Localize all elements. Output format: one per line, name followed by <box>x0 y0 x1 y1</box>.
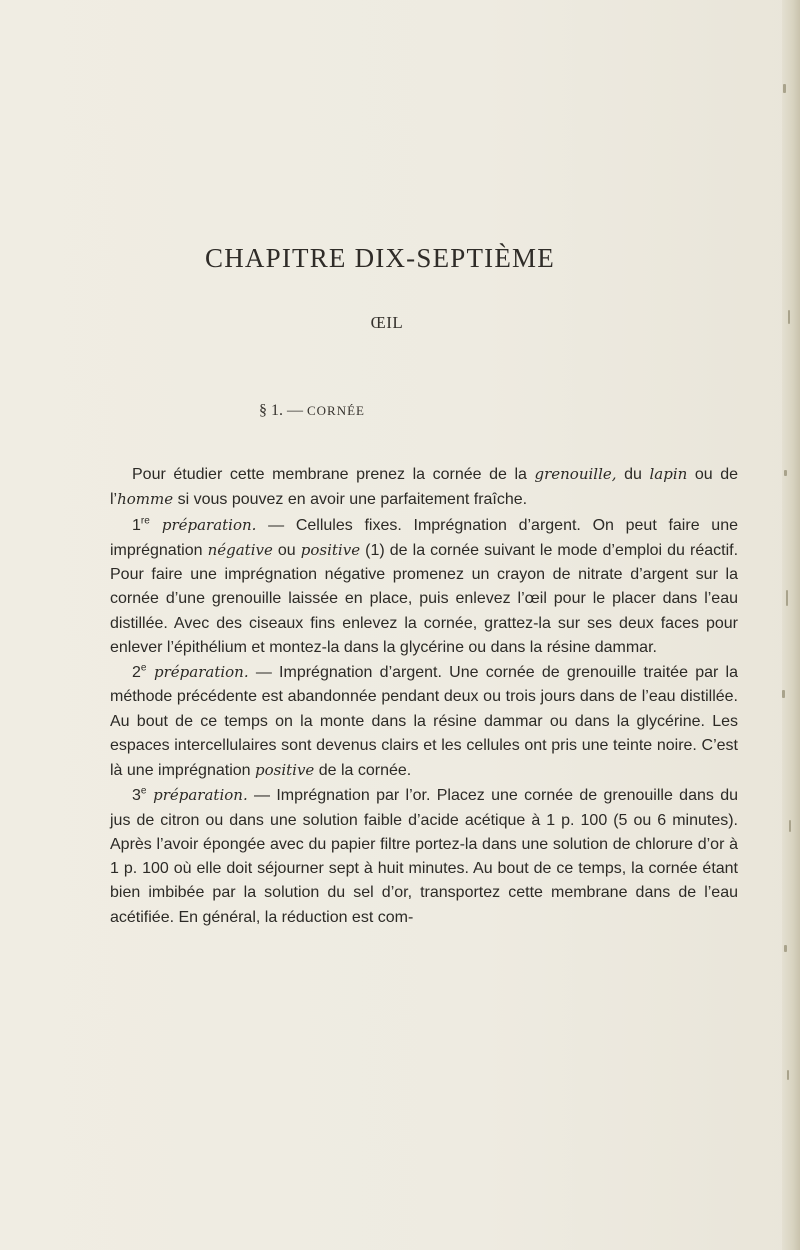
text-run: — Imprégnation d’argent. Une cornée de grenouille traitée par la méthode précédente est abandonnée pendant deux ou trois jours dans de l’eau distillée. Au bout de ce temps on la monte dans la résine dammar ou dans la glycérine. Les espaces intercellulaires sont devenus clairs et les cellules ont pris une teinte noire. C’est là une imprégnation <box>110 664 738 779</box>
section-heading <box>0 402 624 420</box>
preparation-number: 3 <box>132 787 141 805</box>
text-run: de la cornée. <box>314 762 412 779</box>
italic-run: préparation. <box>149 515 257 534</box>
body-text <box>110 462 738 930</box>
text-run: ou <box>272 541 301 559</box>
italic-run: positive <box>300 540 361 559</box>
italic-run: préparation. <box>146 786 248 805</box>
italic-run: préparation. <box>146 663 249 681</box>
page-edge-shadow <box>782 0 800 1250</box>
italic-run: homme <box>117 490 174 509</box>
preparation-number: 1 <box>132 516 141 534</box>
paragraph-preparation-1 <box>110 513 738 661</box>
paragraph-intro <box>110 462 738 513</box>
paragraph-preparation-3 <box>110 783 738 930</box>
section-name: CORNÉE <box>307 403 365 418</box>
italic-run: positive <box>254 761 315 779</box>
ordinal-suffix: re <box>140 515 150 527</box>
paragraph-preparation-2 <box>110 660 738 783</box>
text-run: (1) de la cornée suivant le mode d’emploi du réactif. Pour faire une imprégnation négative promenez un crayon de nitrate d’argent sur la cornée d’une grenouille laissée en place, puis enlevez l’œil pour le placer dans l’eau distillée. Avec des ciseaux fins enlevez la cornée, grattez-la sur ses deux faces pour enlever l’épithélium et montez-la dans la glycérine ou dans la résine dammar. <box>110 541 739 656</box>
preparation-number: 2 <box>132 664 141 681</box>
text-run: ou de l’ <box>110 466 739 509</box>
text-run: — Cellules fixes. Imprégnation d’argent. On peut faire une imprégnation <box>110 516 738 559</box>
ordinal-suffix: e <box>140 662 147 674</box>
text-run: du <box>616 466 650 483</box>
chapter-subtitle: ŒIL <box>370 313 404 332</box>
italic-run: grenouille, <box>534 465 617 483</box>
italic-run: lapin <box>649 465 688 483</box>
text-run: — Imprégnation par l’or. Placez une cornée de grenouille dans du jus de citron ou dans une solution faible d’acide acétique à 1 p. 100 (5 ou 6 minutes). Après l’avoir épongée avec du papier filtre portez-la dans une solution de chlorure d’or à 1 p. 100 où elle doit séjourner sept à huit minutes. Au bout de ce temps, la cornée étant bien imbibée par la solution du sel d’or, transportez cette membrane dans de l’eau acétifiée. En général, la réduction est com- <box>110 787 738 926</box>
chapter-title: CHAPITRE DIX-SEPTIÈME <box>205 243 555 273</box>
text-run: si vous pouvez en avoir une parfaitement fraîche. <box>173 491 528 509</box>
ordinal-suffix: e <box>140 785 147 797</box>
italic-run: négative <box>207 540 273 559</box>
section-number: § 1. — <box>259 402 303 419</box>
text-run: Pour étudier cette membrane prenez la cornée de la <box>132 466 535 483</box>
